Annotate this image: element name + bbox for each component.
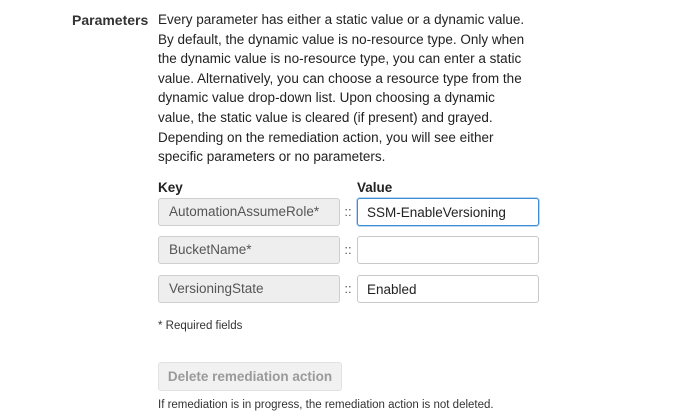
parameter-value-input[interactable]: [357, 198, 539, 226]
parameter-row: [0, 198, 673, 228]
required-fields-note: * Required fields: [158, 320, 243, 332]
key-value-separator: ::: [344, 281, 352, 296]
key-value-separator: ::: [344, 204, 352, 219]
parameter-row: [0, 275, 673, 305]
key-value-separator: ::: [344, 242, 352, 257]
value-column-header: Value: [357, 180, 393, 195]
parameter-key-field: AutomationAssumeRole*: [158, 198, 340, 226]
key-column-header: Key: [158, 180, 183, 195]
parameter-value-input[interactable]: [357, 236, 539, 264]
parameters-label: Parameters: [72, 12, 149, 28]
remediation-progress-note: If remediation is in progress, the remediation action is not deleted.: [158, 399, 494, 411]
parameters-description: Every parameter has either a static value or a dynamic value. By default, the dynamic value is no-resource type. Only when the dynamic value is no-resource type, you can enter a static value. Alternatively, you can choose a resource type from the dynamic value drop-down list. Upon choosing a dynamic value, the static value is cleared (if present) and grayed. Depending on the remediation action, you will see either specific parameters or no parameters.: [158, 12, 525, 165]
parameter-value-input[interactable]: [357, 275, 539, 303]
delete-remediation-button[interactable]: Delete remediation action: [158, 362, 342, 391]
parameter-key-field: VersioningState: [158, 275, 340, 303]
parameter-key-field: BucketName*: [158, 236, 340, 264]
parameter-row: [0, 236, 673, 266]
